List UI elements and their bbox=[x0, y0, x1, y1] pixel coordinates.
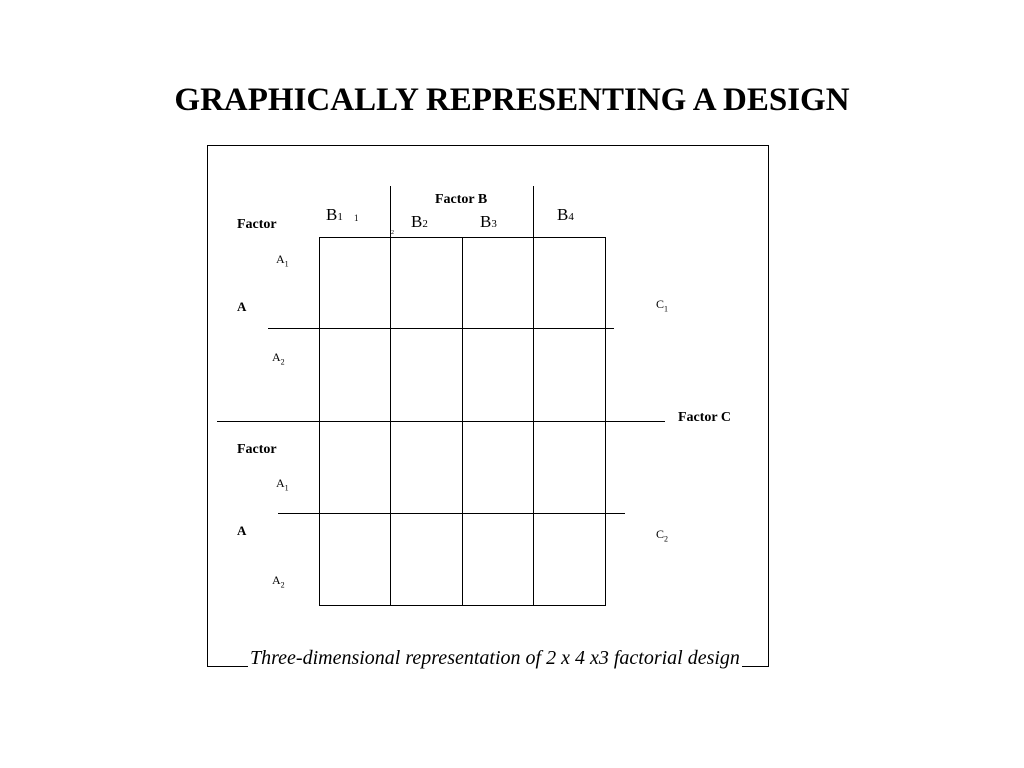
level-index: 1 bbox=[337, 211, 343, 223]
level-index: 2 bbox=[422, 218, 428, 230]
level-letter: B bbox=[411, 212, 423, 231]
factor-a-lower-label-word: Factor bbox=[237, 442, 277, 457]
factor-a-upper-label-letter: A bbox=[237, 299, 247, 314]
level-index: 2 bbox=[664, 534, 669, 544]
factor-b-label: Factor B bbox=[435, 192, 488, 207]
factor-b-level-3 bbox=[480, 213, 497, 230]
factor-a-lower-label-letter: A bbox=[237, 523, 247, 538]
level-letter: B bbox=[480, 212, 492, 231]
stray-mark-2: 2 bbox=[391, 230, 394, 236]
level-letter: C bbox=[656, 527, 665, 541]
factor-c-label: Factor C bbox=[678, 410, 731, 425]
level-index: 1 bbox=[284, 259, 289, 269]
factor-c-level-1 bbox=[656, 298, 668, 313]
level-index: 1 bbox=[664, 304, 669, 314]
factor-a-upper-level-1 bbox=[276, 253, 289, 268]
level-letter: B bbox=[326, 205, 338, 224]
factor-b-level-4 bbox=[557, 206, 574, 223]
factor-b-level-2 bbox=[411, 213, 428, 230]
level-letter: A bbox=[272, 350, 281, 364]
factor-a-lower-level-2 bbox=[272, 574, 285, 589]
level-letter: A bbox=[276, 476, 285, 490]
level-letter: C bbox=[656, 297, 665, 311]
level-letter: A bbox=[272, 573, 281, 587]
factor-a-lower-level-1 bbox=[276, 477, 289, 492]
factor-c-level-2 bbox=[656, 528, 668, 543]
slide-title: GRAPHICALLY REPRESENTING A DESIGN bbox=[174, 82, 850, 118]
level-index: 3 bbox=[491, 218, 497, 230]
factor-b-level-1 bbox=[326, 206, 343, 223]
factor-a-upper-level-2 bbox=[272, 351, 285, 366]
level-index: 1 bbox=[284, 483, 289, 493]
stray-mark-1: 1 bbox=[354, 213, 359, 223]
level-index: 2 bbox=[280, 357, 285, 367]
level-index: 4 bbox=[568, 211, 574, 223]
level-index: 2 bbox=[280, 580, 285, 590]
diagram-caption: Three-dimensional representation of 2 x 4 x3 factorial design bbox=[250, 647, 740, 669]
level-letter: B bbox=[557, 205, 569, 224]
factor-a-upper-label-word: Factor bbox=[237, 217, 277, 232]
level-letter: A bbox=[276, 252, 285, 266]
